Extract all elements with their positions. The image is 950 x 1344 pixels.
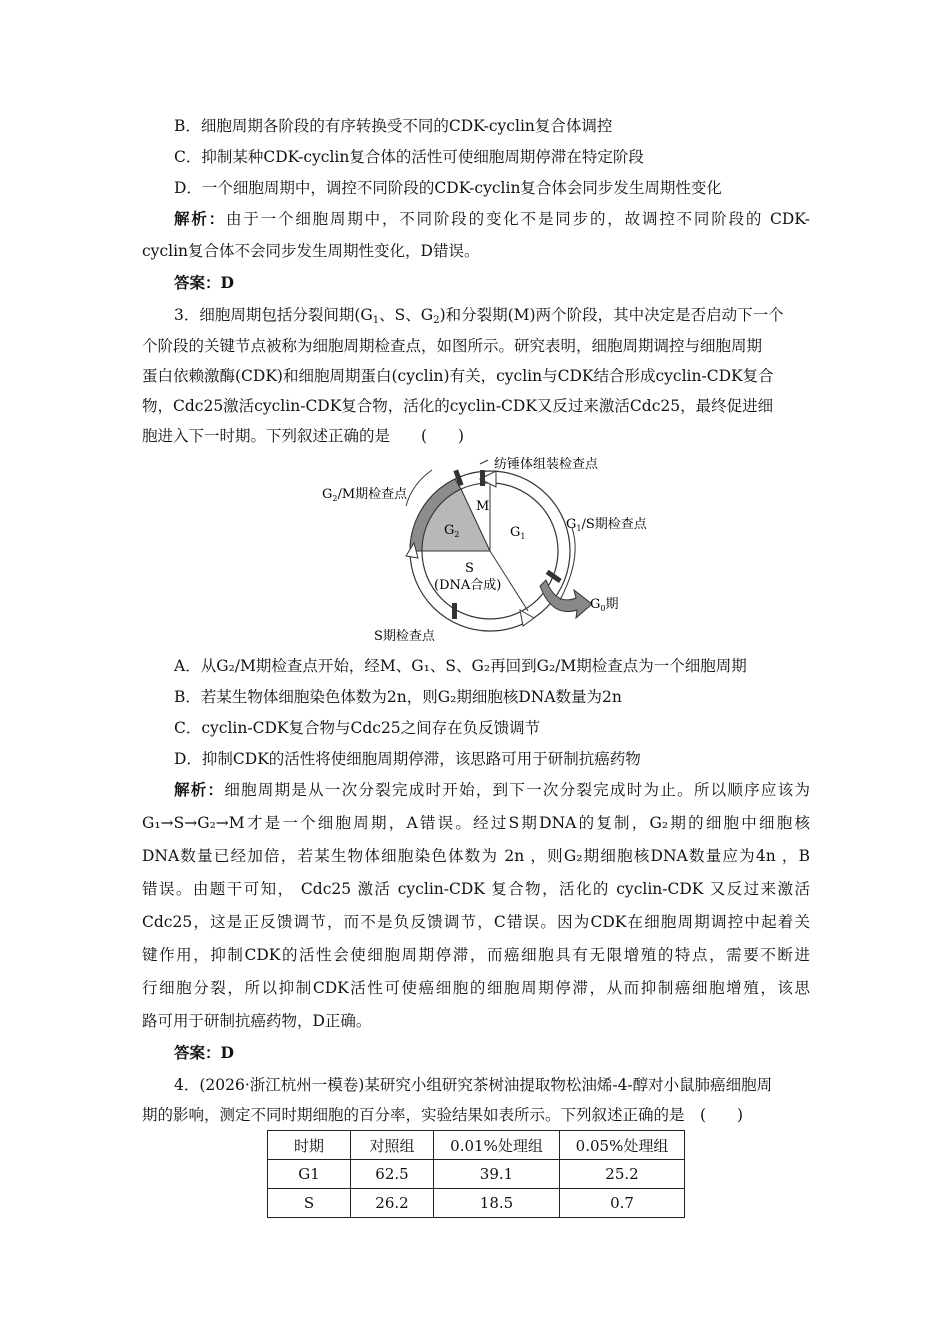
label-g2-phase: $G_2$ [444, 523, 460, 539]
q3-analysis-line-1: 解析：细胞周期是从一次分裂完成时开始，到下一次分裂完成时为止。所以顺序应该为 [174, 780, 810, 799]
table-header-cell: 0.01%处理组 [434, 1131, 560, 1160]
q2-option-b: B．细胞周期各阶段的有序转换受不同的CDK-cyclin复合体调控 [174, 117, 613, 135]
q3-analysis-line-8: 路可用于研制抗癌药物，D正确。 [142, 1012, 372, 1030]
q2-analysis-line-1: 解析：由于一个细胞周期中，不同阶段的变化不是同步的，故调控不同阶段的 CDK- [174, 209, 810, 228]
q2-analysis-line-2: cyclin复合体不会同步发生周期性变化，D错误。 [142, 242, 480, 260]
cell-cycle-diagram [320, 448, 660, 648]
cell-cycle-percentage-table [267, 1130, 685, 1218]
table-cell: 18.5 [434, 1189, 560, 1218]
q2-option-c: C．抑制某种CDK-cyclin复合体的活性可使细胞周期停滞在特定阶段 [174, 148, 644, 166]
table-cell: S [268, 1189, 351, 1218]
q3-option-c: C．cyclin-CDK复合物与Cdc25之间存在负反馈调节 [174, 719, 541, 737]
table-cell: 26.2 [351, 1189, 434, 1218]
label-g0-phase: $G_0$期 [590, 597, 619, 613]
q2-answer: 答案：D [174, 273, 234, 292]
label-dna-synthesis: (DNA合成) [434, 578, 502, 593]
table-cell: 0.7 [560, 1189, 685, 1218]
table-cell: 25.2 [560, 1160, 685, 1189]
label-g2m-checkpoint: $G_2/M$期检查点 [322, 487, 408, 503]
table-header-cell: 对照组 [351, 1131, 434, 1160]
q3-stem-line-4: 物，Cdc25激活cyclin-CDK复合物，活化的cyclin-CDK又反过来激活Cdc25，最终促进细 [142, 397, 774, 415]
label-spindle-checkpoint: 纺锤体组装检查点 [494, 457, 599, 472]
spindle-label-arrow [480, 460, 488, 464]
s-checkpoint-bar [452, 603, 457, 619]
q3-option-a: A．从G₂/M期检查点开始，经M、G₁、S、G₂再回到G₂/M期检查点为一个细胞周期 [174, 657, 747, 675]
table-cell: G1 [268, 1160, 351, 1189]
q3-option-b: B．若某生物体细胞染色体数为2n，则G₂期细胞核DNA数量为2n [174, 688, 622, 706]
q3-analysis-line-2: G₁→S→G₂→M才是一个细胞周期，A错误。经过S期DNA的复制，G₂期的细胞中细胞核 [142, 814, 810, 832]
q3-analysis-line-4: 错误。由题干可知， Cdc25 激活 cyclin-CDK 复合物，活化的 cyclin-CDK 又反过来激活 [142, 880, 810, 898]
q3-analysis-line-5: Cdc25，这是正反馈调节，而不是负反馈调节，C错误。因为CDK在细胞周期调控中起着关 [142, 913, 810, 931]
table-row [268, 1160, 685, 1189]
q3-option-d: D．抑制CDK的活性将使细胞周期停滞，该思路可用于研制抗癌药物 [174, 750, 641, 768]
q3-analysis-line-3: DNA数量已经加倍，若某生物体细胞染色体数为 2n ，则G₂期细胞核DNA数量应为4n ，B [142, 847, 810, 865]
label-m-phase: M [476, 499, 490, 514]
q4-stem-line-1: 4．(2026·浙江杭州一模卷)某研究小组研究茶树油提取物松油烯-4-醇对小鼠肺癌细胞周 [174, 1076, 773, 1094]
label-s-phase: S [465, 561, 474, 576]
g0-exit-arrow [540, 580, 592, 618]
table-cell: 62.5 [351, 1160, 434, 1189]
q3-stem-line-3: 蛋白依赖激酶(CDK)和细胞周期蛋白(cyclin)有关，cyclin与CDK结合形成cyclin-CDK复合 [142, 367, 774, 385]
table-header-cell: 0.05%处理组 [560, 1131, 685, 1160]
q3-stem-line-1: 3．细胞周期包括分裂间期($G_1$、S、$G_2$)和分裂期(M)两个阶段，其中决定是否启动下一个 [174, 306, 784, 326]
label-g1s-checkpoint: $G_1/S$期检查点 [566, 517, 647, 533]
label-s-checkpoint: S期检查点 [374, 629, 435, 644]
analysis-label: 解析： [174, 209, 226, 228]
q3-stem-line-2: 个阶段的关键节点被称为细胞周期检查点，如图所示。研究表明，细胞周期调控与细胞周期 [142, 337, 763, 355]
table-header-row [268, 1131, 685, 1160]
q3-analysis-line-7: 行细胞分裂，所以抑制CDK活性可使癌细胞的细胞周期停滞，从而抑制癌细胞增殖，该思 [142, 979, 810, 997]
table-cell: 39.1 [434, 1160, 560, 1189]
analysis-label: 解析： [174, 780, 225, 799]
q2-option-d: D．一个细胞周期中，调控不同阶段的CDK-cyclin复合体会同步发生周期性变化 [174, 179, 722, 197]
table-header-cell: 时期 [268, 1131, 351, 1160]
q3-answer: 答案：D [174, 1043, 234, 1062]
q3-stem-line-5: 胞进入下一时期。下列叙述正确的是 ( ) [142, 427, 465, 445]
q4-stem-line-2: 期的影响，测定不同时期细胞的百分率，实验结果如表所示。下列叙述正确的是 ( ) [142, 1106, 744, 1124]
table-row [268, 1189, 685, 1218]
q3-analysis-line-6: 键作用，抑制CDK的活性会使细胞周期停滞，而癌细胞具有无限增殖的特点，需要不断进 [142, 946, 810, 964]
label-g1-phase: $G_1$ [510, 525, 526, 541]
spindle-checkpoint-bar [480, 470, 485, 486]
